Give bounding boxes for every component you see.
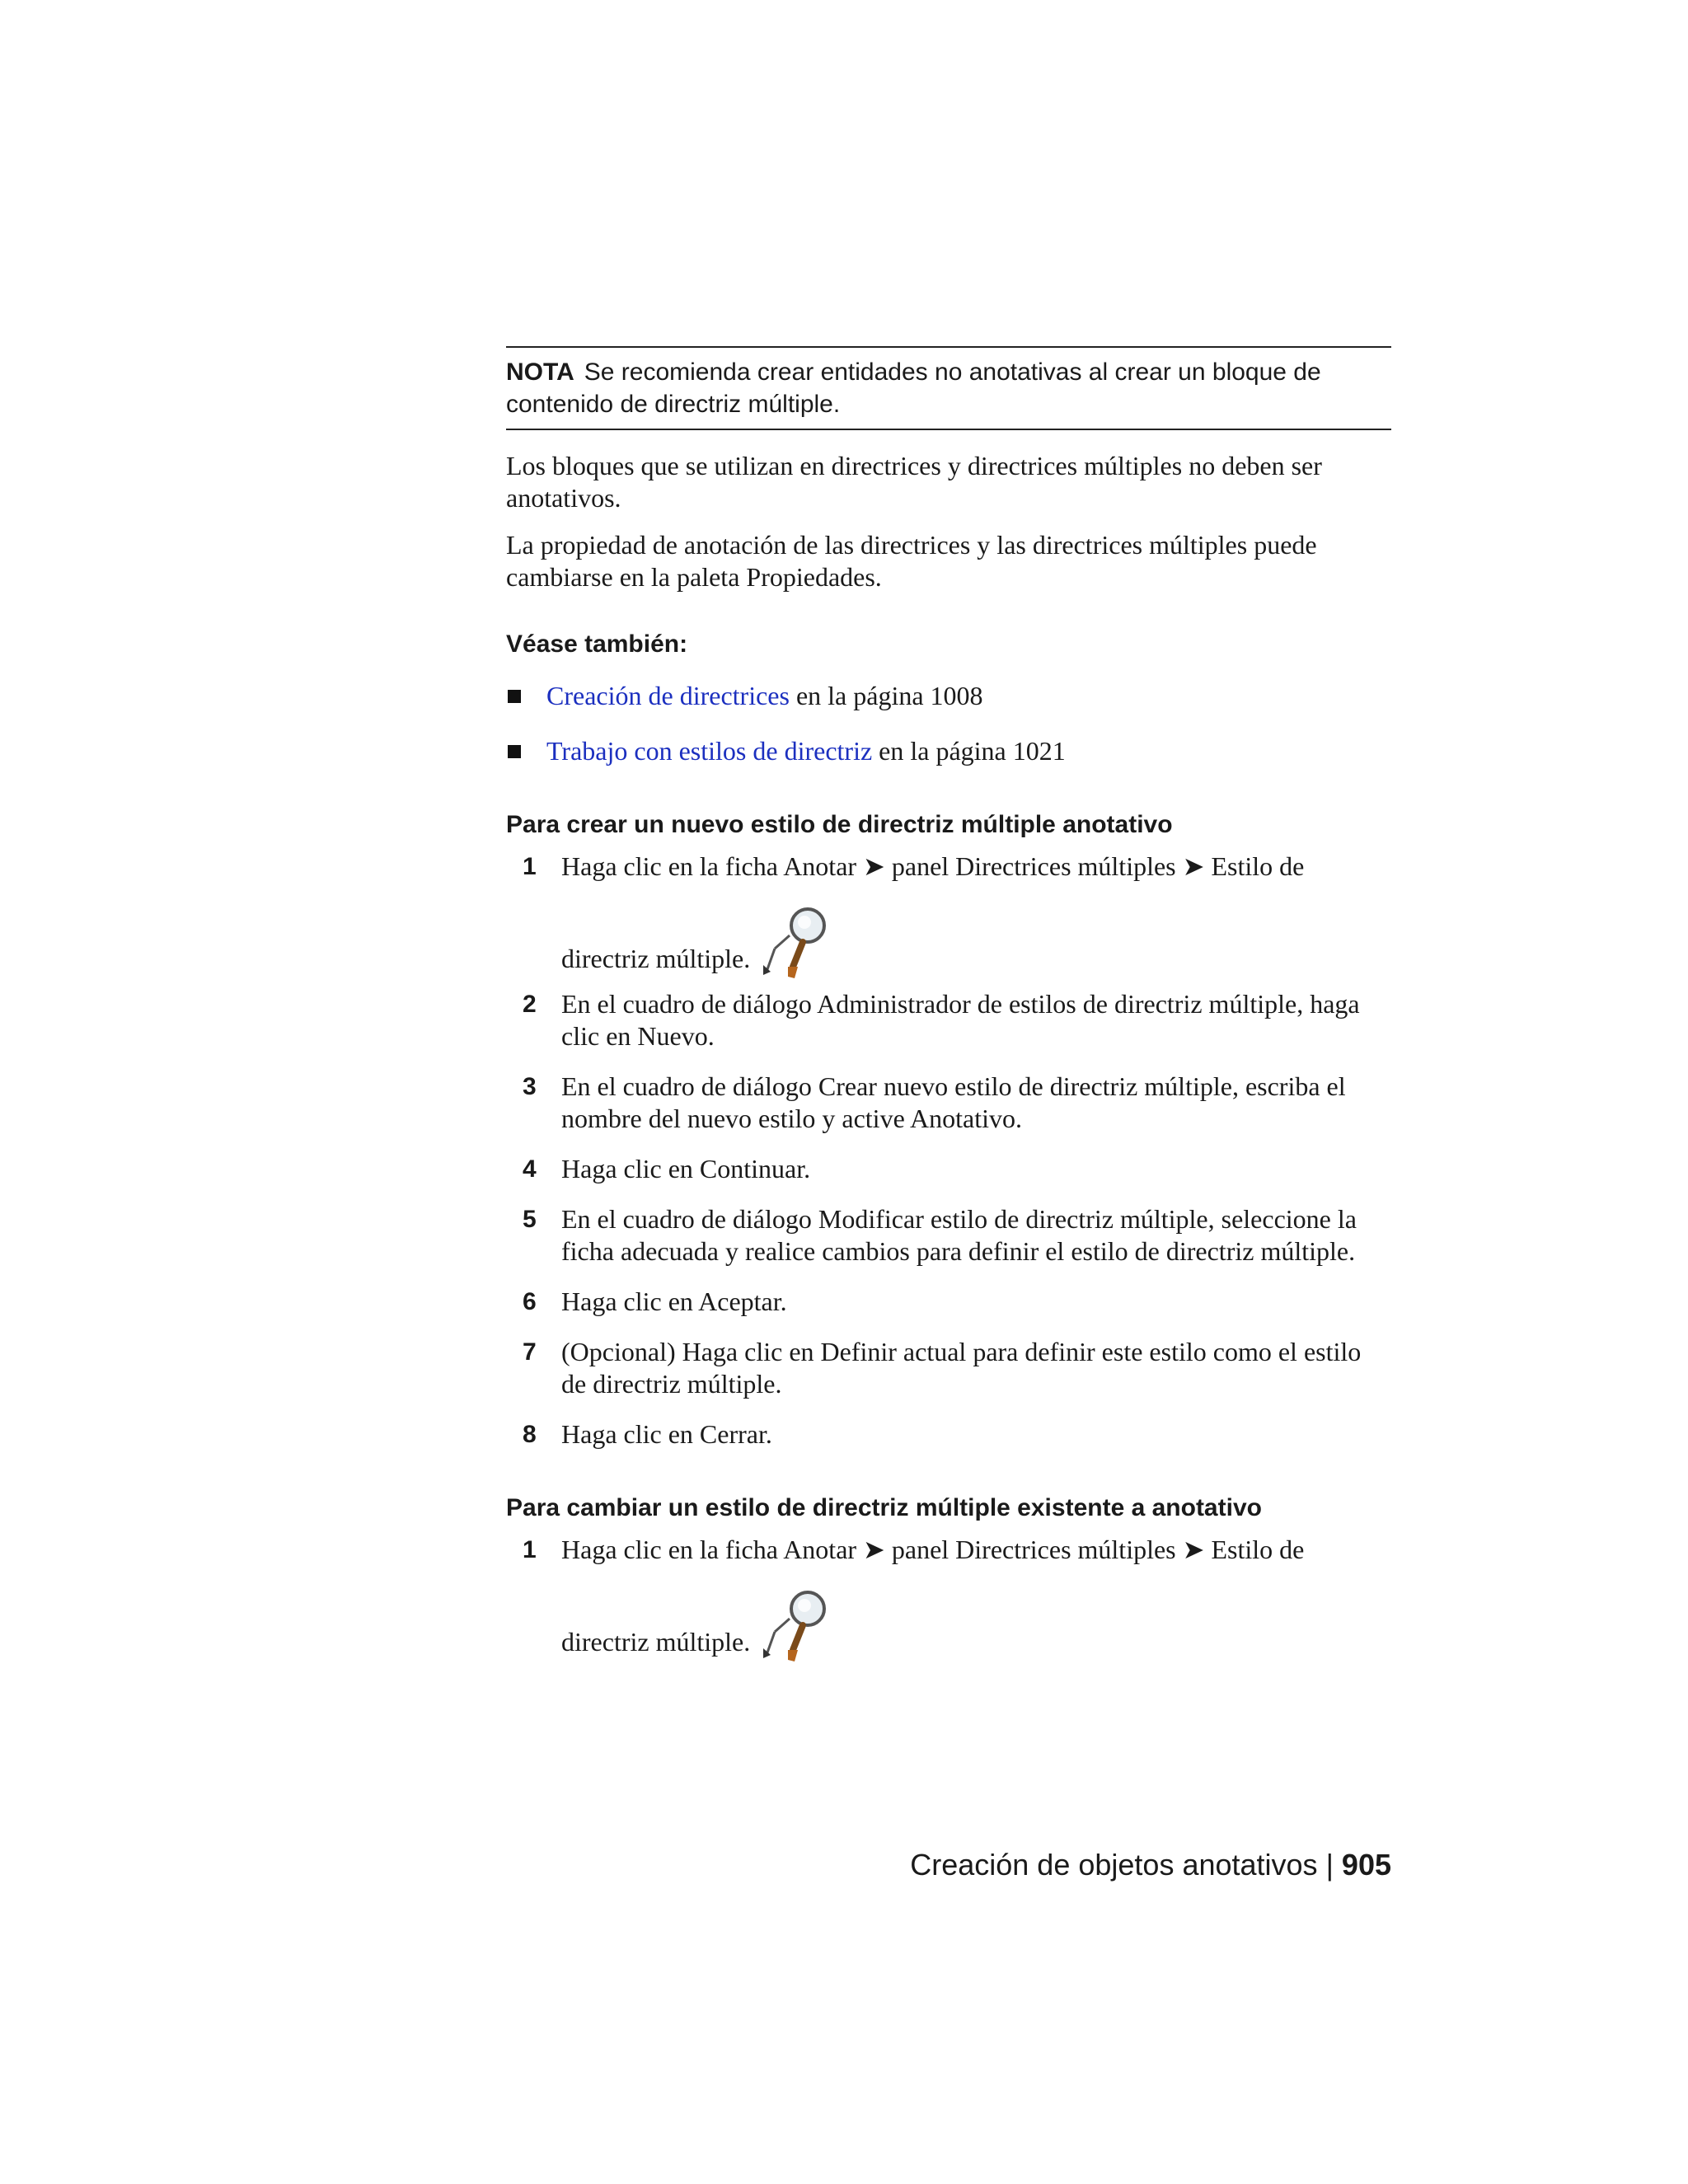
paragraph-blocks: Los bloques que se utilizan en directrices y directrices múltiples no deben ser anotativos. (506, 451, 1322, 513)
step-number: 1 (523, 1536, 537, 1563)
note-box (506, 346, 1391, 430)
step-1 (506, 1534, 1391, 1658)
step-6 (506, 1286, 1391, 1318)
multileader-style-icon (757, 906, 839, 980)
footer-separator: | (1325, 1848, 1334, 1882)
step-5 (506, 1203, 1391, 1268)
step-number: 6 (523, 1288, 537, 1315)
see-also-heading: Véase también: (506, 630, 688, 658)
step-text: En el cuadro de diálogo Crear nuevo estilo de directriz múltiple, escriba el nombre del nuevo estilo y active Anotativo. (561, 1071, 1346, 1133)
list-item (506, 680, 1391, 712)
list-item (506, 735, 1391, 767)
multileader-style-icon (757, 1589, 839, 1663)
page-number: 905 (1341, 1848, 1391, 1882)
procedure-1-heading: Para crear un nuevo estilo de directriz múltiple anotativo (506, 811, 1173, 838)
step-number: 5 (523, 1206, 537, 1233)
see-also-list (506, 680, 1391, 767)
note-label: NOTA (506, 359, 574, 386)
step-number: 2 (523, 991, 537, 1018)
step-text-line2 (561, 901, 1391, 975)
step-text-continued: directriz múltiple. (561, 944, 751, 973)
step-1 (506, 851, 1391, 975)
step-text: Haga clic en Cerrar. (561, 1419, 772, 1449)
link-trabajo-estilos[interactable]: Trabajo con estilos de directriz (546, 736, 873, 766)
procedure-1-steps (506, 851, 1391, 1451)
step-text: Haga clic en la ficha Anotar ➤ panel Directrices múltiples ➤ Estilo de (561, 1535, 1305, 1564)
page-footer (910, 1846, 1391, 1884)
step-text-continued: directriz múltiple. (561, 1627, 751, 1657)
link-page-ref: en la página 1008 (789, 681, 983, 710)
step-text: En el cuadro de diálogo Administrador de estilos de directriz múltiple, haga clic en Nuevo. (561, 989, 1360, 1051)
step-number: 4 (523, 1155, 537, 1183)
step-text: Haga clic en Aceptar. (561, 1286, 787, 1316)
step-text: (Opcional) Haga clic en Definir actual para definir este estilo como el estilo de directriz múltiple. (561, 1337, 1362, 1399)
step-text: En el cuadro de diálogo Modificar estilo de directriz múltiple, seleccione la ficha adecuada y realice cambios para definir el estilo de directriz múltiple. (561, 1204, 1357, 1266)
step-text: Haga clic en Continuar. (561, 1154, 811, 1183)
bullet-square-icon (508, 690, 521, 703)
step-8 (506, 1418, 1391, 1451)
step-7 (506, 1336, 1391, 1400)
bullet-square-icon (508, 745, 521, 758)
footer-title: Creación de objetos anotativos (910, 1848, 1318, 1882)
paragraph-annotation-property: La propiedad de anotación de las directrices y las directrices múltiples puede cambiarse en la paleta Propiedades. (506, 530, 1317, 592)
step-2 (506, 988, 1391, 1052)
step-4 (506, 1153, 1391, 1185)
note-text: Se recomienda crear entidades no anotativas al crear un bloque de contenido de directriz múltiple. (506, 359, 1321, 418)
step-number: 1 (523, 853, 537, 880)
step-text-line2 (561, 1584, 1391, 1658)
step-number: 8 (523, 1421, 537, 1448)
step-3 (506, 1071, 1391, 1135)
step-number: 3 (523, 1073, 537, 1100)
link-page-ref: en la página 1021 (872, 736, 1066, 766)
link-creacion-directrices[interactable]: Creación de directrices (546, 681, 790, 710)
step-number: 7 (523, 1338, 537, 1366)
page-content (506, 346, 1391, 1671)
procedure-2-steps (506, 1534, 1391, 1658)
procedure-2-heading: Para cambiar un estilo de directriz múltiple existente a anotativo (506, 1494, 1262, 1521)
step-text: Haga clic en la ficha Anotar ➤ panel Directrices múltiples ➤ Estilo de (561, 851, 1305, 881)
